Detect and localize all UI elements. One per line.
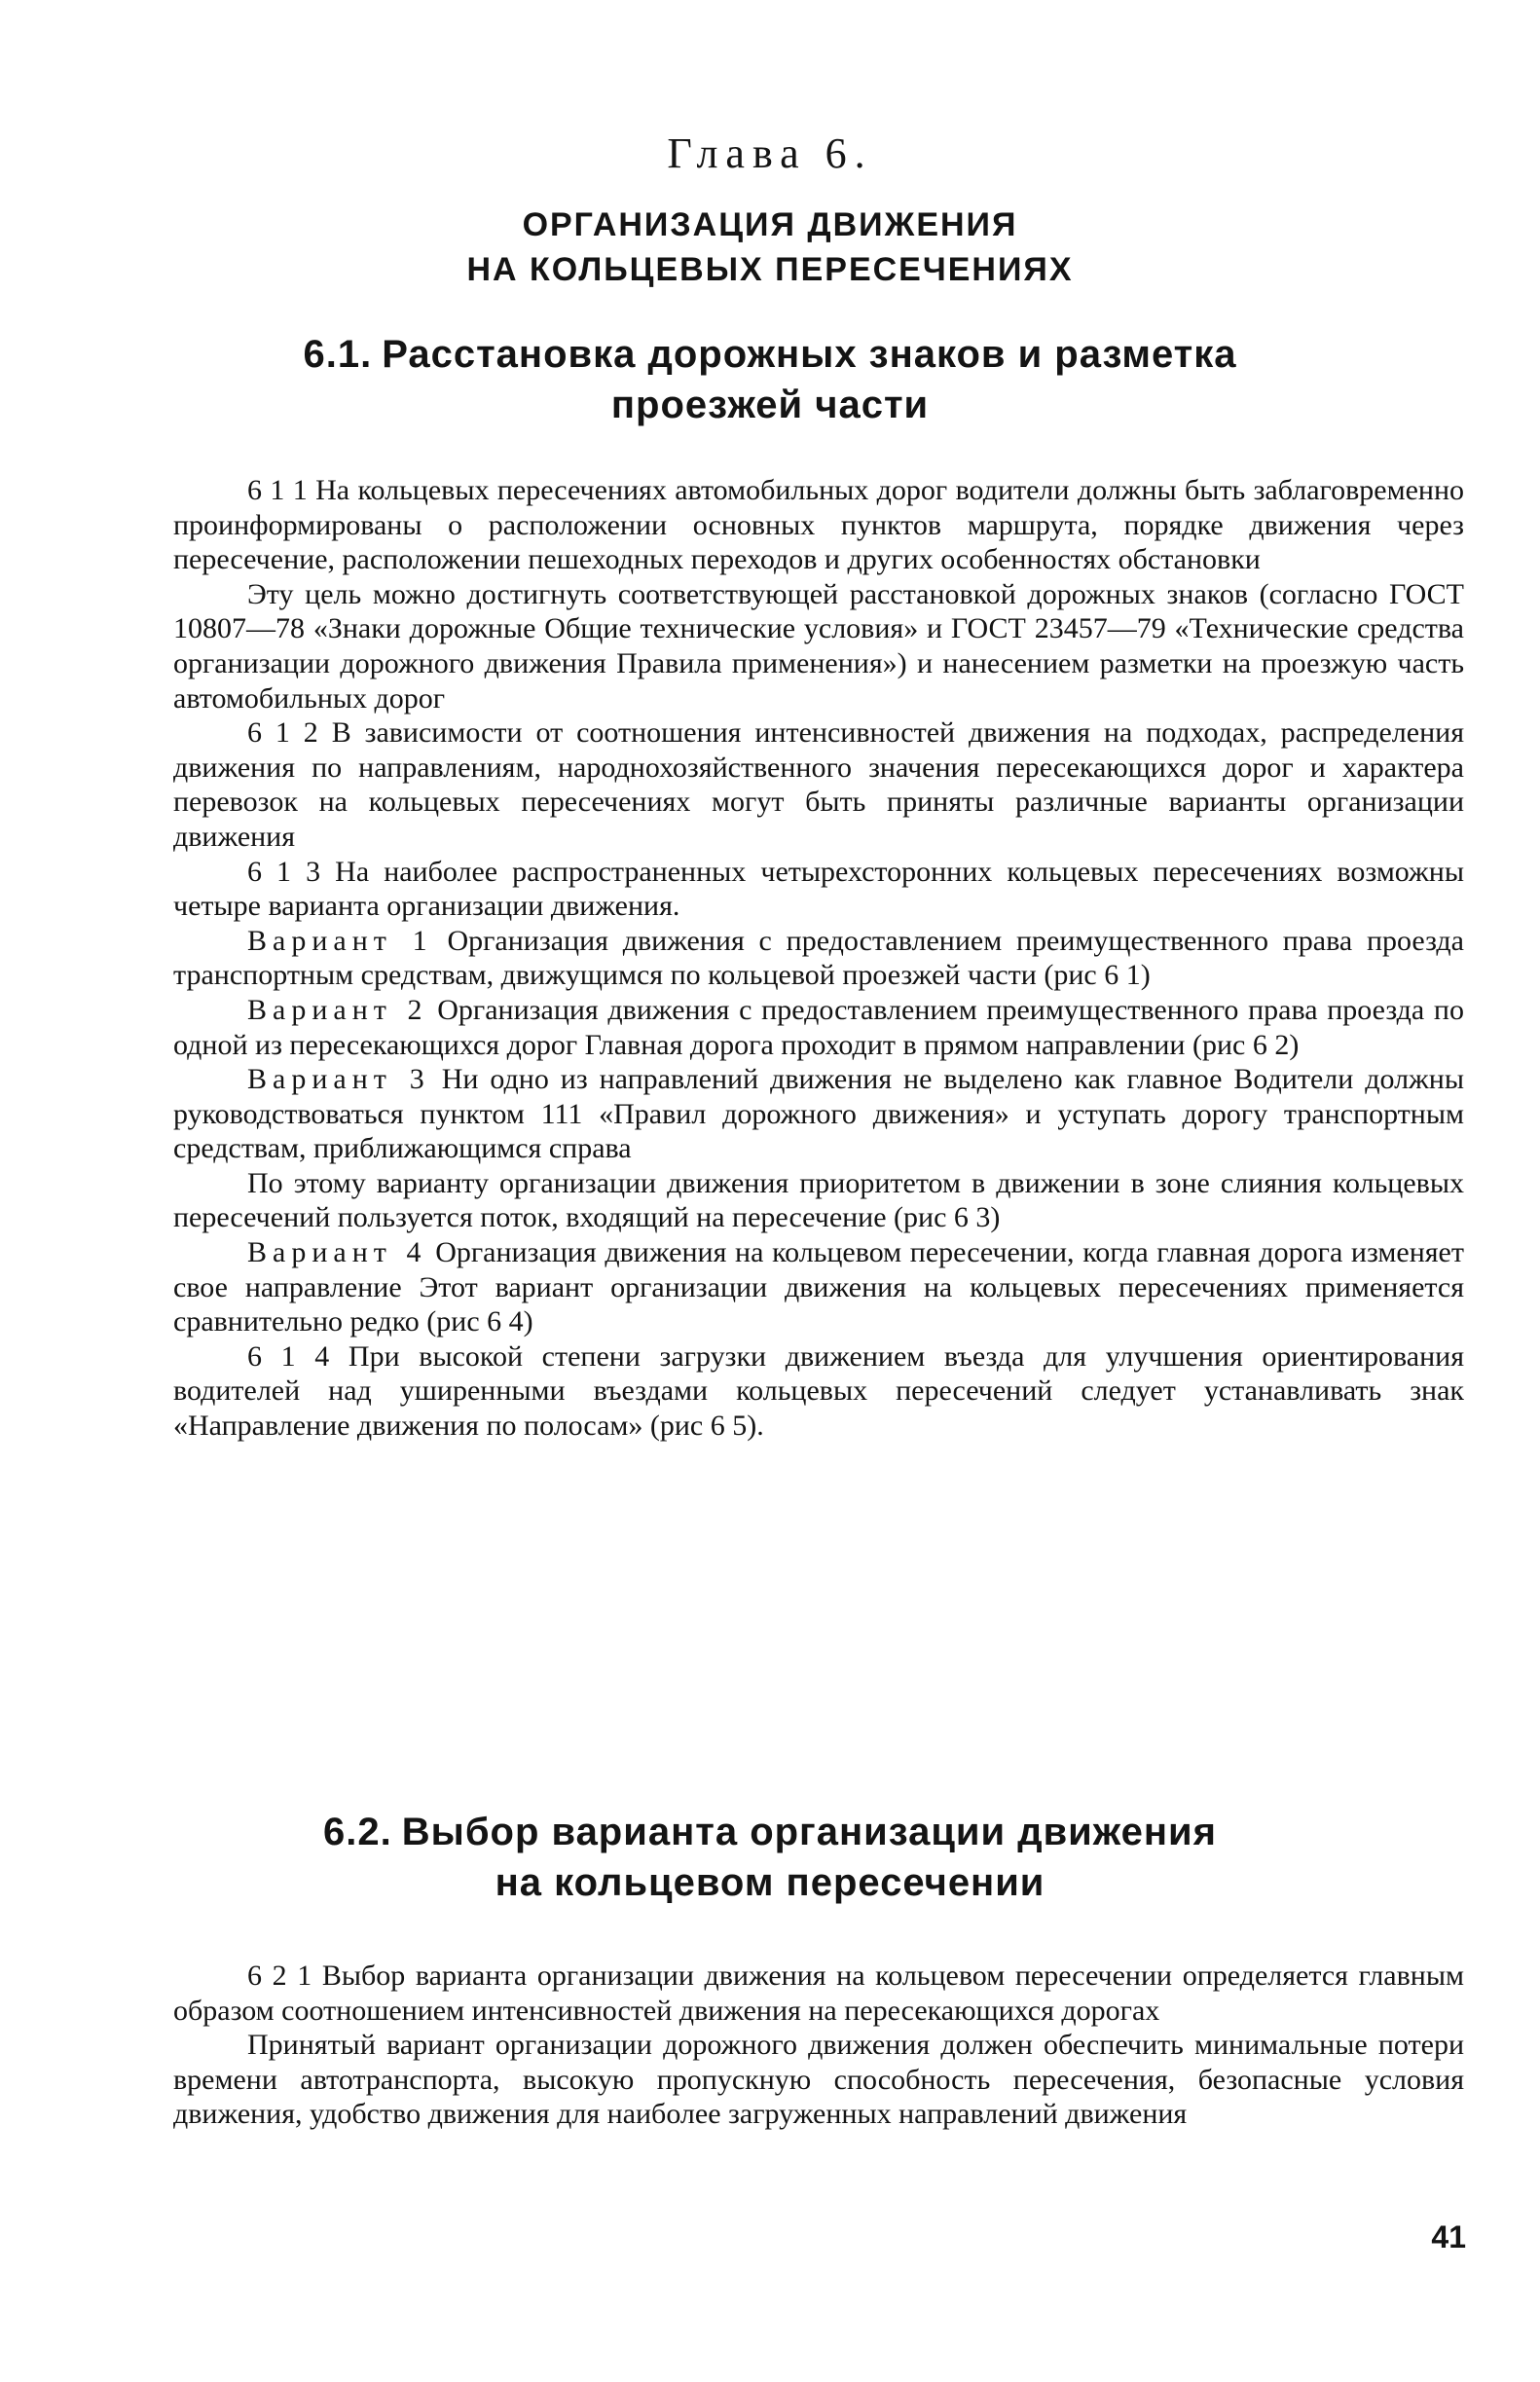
variant-3-label: Вариант 3 <box>247 1063 430 1096</box>
variant-4-label: Вариант 4 <box>247 1236 427 1269</box>
section-2-title <box>0 1807 1540 1908</box>
variant-1-text: Организация движения с предоставлением преимущественного права проезда транспортным средствам, движущимся по кольцевой проезжей части (рис 6 1) <box>173 924 1464 992</box>
chapter-title-line-2: НА КОЛЬЦЕВЫХ ПЕРЕСЕЧЕНИЯХ <box>466 251 1074 288</box>
paragraph-6-2-1-cont: Принятый вариант организации дорожного движения должен обеспечить минимальные потери времени автотранспорта, высокую пропускную способность пересечения, безопасные условия движения, удобство движения для наиболее загруженных направлений движения <box>173 2029 1464 2131</box>
variant-2-text: Организация движения с предоставлением преимущественного права проезда по одной из пересекающихся дорог Главная дорога проходит в прямом направлении (рис 6 2) <box>173 993 1464 1061</box>
variant-2-label: Вариант 2 <box>247 993 428 1026</box>
variant-1-paragraph <box>173 924 1464 993</box>
section-1-number: 6.1. <box>303 333 373 376</box>
section-2-body <box>173 1959 1464 2132</box>
variant-3-paragraph <box>173 1062 1464 1166</box>
paragraph-6-1-3: 6 1 3 На наиболее распространенных четырехсторонних кольцевых пересечениях возможны четыре варианта организации движения. <box>173 855 1464 923</box>
section-1-title-line-1 <box>0 329 1540 380</box>
paragraph-6-1-4: 6 1 4 При высокой степени загрузки движением въезда для улучшения ориентирования водителей над уширенными въездами кольцевых пересечений следует устанавливать знак «Направление движения по полосам» (рис 6 5). <box>173 1339 1464 1443</box>
section-1-title-line-2: проезжей части <box>610 384 930 426</box>
variant-3-text: Ни одно из направлений движения не выделено как главное Водители должны руководствоваться пунктом 111 «Правил дорожного движения» и уступать дорогу транспортным средствам, приближающимся справа <box>173 1063 1464 1165</box>
section-2-title-line-2: на кольцевом пересечении <box>495 1861 1045 1904</box>
paragraph-6-2-1: 6 2 1 Выбор варианта организации движения на кольцевом пересечении определяется главным образом соотношением интенсивностей движения на пересекающихся дорогах <box>173 1960 1464 2027</box>
paragraph-6-1-1: 6 1 1 На кольцевых пересечениях автомобильных дорог водители должны быть заблаговременно проинформированы о расположении основных пунктов маршрута, порядке движения через пересечение, расположении пешеходных переходов и других особенностях обстановки <box>173 474 1464 576</box>
variant-1-label: Вариант 1 <box>247 924 433 957</box>
variant-2-paragraph <box>173 993 1464 1062</box>
section-1-title-text: Расстановка дорожных знаков и разметка <box>382 333 1237 376</box>
chapter-label: Глава 6. <box>667 129 873 177</box>
variant-4-paragraph <box>173 1235 1464 1339</box>
paragraph-6-1-2: 6 1 2 В зависимости от соотношения интенсивностей движения на подходах, распределения движения по направлениям, народнохозяйственного значения пересекающихся дорог и характера перевозок на кольцевых пересечениях могут быть приняты различные варианты организации движения <box>173 716 1464 853</box>
section-2-title-line-1 <box>0 1807 1540 1857</box>
page-number: 41 <box>1431 2219 1466 2254</box>
section-2-number: 6.2. <box>323 1811 392 1853</box>
section-1-body <box>173 473 1464 1444</box>
chapter-title-line-1: ОРГАНИЗАЦИЯ ДВИЖЕНИЯ <box>522 206 1018 243</box>
section-1-title <box>0 329 1540 430</box>
paragraph-6-1-1-cont: Эту цель можно достигнуть соответствующей расстановкой дорожных знаков (согласно ГОСТ 10807—78 «Знаки дорожные Общие технические условия» и ГОСТ 23457—79 «Технические средства организации дорожного движения Правила применения») и нанесением разметки на проезжую часть автомобильных дорог <box>173 577 1464 715</box>
variant-3-followup: По этому варианту организации движения приоритетом в движении в зоне слияния кольцевых пересечений пользуется поток, входящий на пересечение (рис 6 3) <box>173 1166 1464 1234</box>
variant-4-text: Организация движения на кольцевом пересечении, когда главная дорога изменяет свое направление Этот вариант организации движения на кольцевых пересечениях применяется сравнительно редко (рис 6 4) <box>173 1236 1464 1338</box>
chapter-title <box>0 202 1540 292</box>
section-2-title-text: Выбор варианта организации движения <box>401 1811 1217 1853</box>
